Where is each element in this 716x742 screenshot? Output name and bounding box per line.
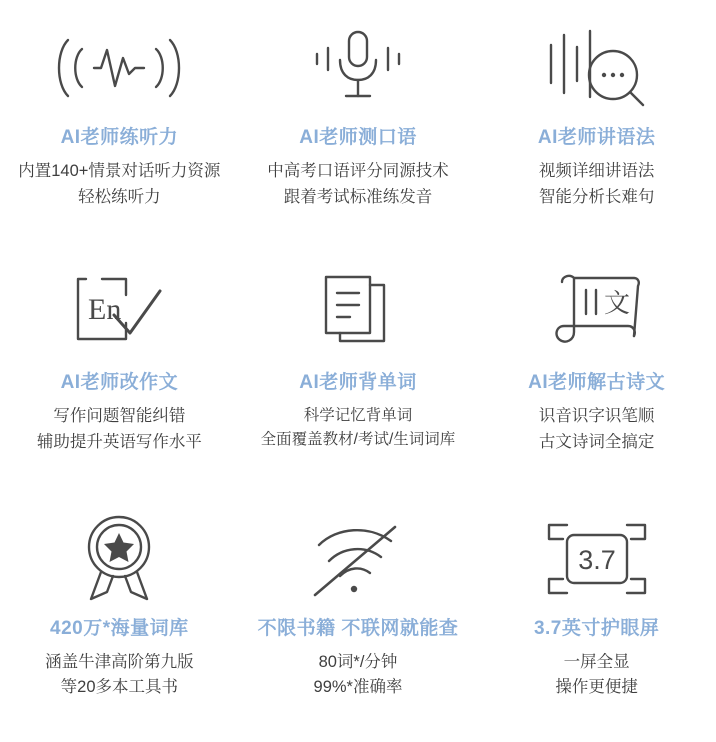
- feature-card-offline: [239, 497, 478, 742]
- feature-title: AI老师改作文: [60, 372, 179, 394]
- feature-card-speaking: [239, 6, 478, 251]
- feature-description: [18, 159, 220, 210]
- feature-title: AI老师讲语法: [537, 127, 656, 148]
- no-wifi-offline-icon: [303, 507, 413, 611]
- feature-line: 操作更便捷: [555, 678, 638, 697]
- essay-check-icon: [64, 261, 174, 365]
- screen-size-icon: [541, 507, 653, 611]
- feature-line: 科学记忆背单词: [303, 407, 413, 425]
- feature-description: [539, 404, 655, 455]
- feature-line: 视频详细讲语法: [538, 162, 655, 180]
- feature-description: [314, 650, 403, 701]
- feature-description: [45, 650, 194, 701]
- feature-line: 涵盖牛津高阶第九版: [45, 652, 194, 671]
- feature-line: 内置140+情景对话听力资源: [18, 162, 221, 180]
- feature-line: 80词*/分钟: [318, 652, 398, 671]
- feature-line: 跟着考试标准练发音: [283, 187, 433, 206]
- feature-line: 中高考口语评分同源技术: [267, 162, 449, 180]
- feature-title: 3.7英寸护眼屏: [533, 617, 660, 639]
- feature-title: AI老师练听力: [60, 127, 179, 148]
- feature-card-vocabulary: [239, 251, 478, 496]
- feature-card-screen: [477, 497, 716, 742]
- microphone-icon: [298, 16, 418, 120]
- feature-description: [267, 159, 449, 210]
- feature-card-classical-chinese: [477, 251, 716, 496]
- feature-line: 轻松练听力: [78, 187, 161, 206]
- feature-line: 写作问题智能纠错: [53, 407, 186, 426]
- sound-wave-listening-icon: [54, 16, 184, 120]
- grammar-magnifier-icon: [537, 16, 657, 120]
- feature-line: 智能分析长难句: [538, 187, 655, 206]
- feature-description: [261, 404, 456, 452]
- feature-line: 识音识字识笔顺: [538, 407, 655, 426]
- feature-line: 等20多本工具书: [60, 678, 178, 697]
- feature-description: [555, 650, 638, 701]
- feature-line: 全面覆盖教材/考试/生词词库: [260, 431, 456, 449]
- feature-line: 一屏全显: [563, 652, 630, 671]
- feature-title: AI老师背单词: [299, 372, 417, 394]
- feature-line: 辅助提升英语写作水平: [36, 432, 202, 451]
- feature-card-listening: [0, 6, 239, 251]
- feature-title: AI老师测口语: [299, 127, 417, 148]
- feature-title: AI老师解古诗文: [528, 372, 666, 394]
- award-medal-icon: [69, 507, 169, 611]
- svg-text:文: 文: [603, 289, 630, 320]
- feature-title: 不限书籍 不联网就能查: [257, 617, 459, 639]
- feature-card-essay: [0, 251, 239, 496]
- feature-description: [539, 159, 655, 210]
- feature-card-grammar: [477, 6, 716, 251]
- ancient-scroll-icon: [542, 261, 652, 365]
- feature-card-dictionary: [0, 497, 239, 742]
- screen-size-label: 3.7: [577, 544, 616, 575]
- feature-title: 420万*海量词库: [50, 617, 189, 639]
- feature-line: 99%*准确率: [313, 678, 403, 697]
- vocabulary-book-icon: [306, 261, 410, 365]
- feature-line: 古文诗词全搞定: [538, 432, 655, 451]
- svg-text:En: En: [88, 293, 122, 327]
- feature-description: [37, 404, 202, 455]
